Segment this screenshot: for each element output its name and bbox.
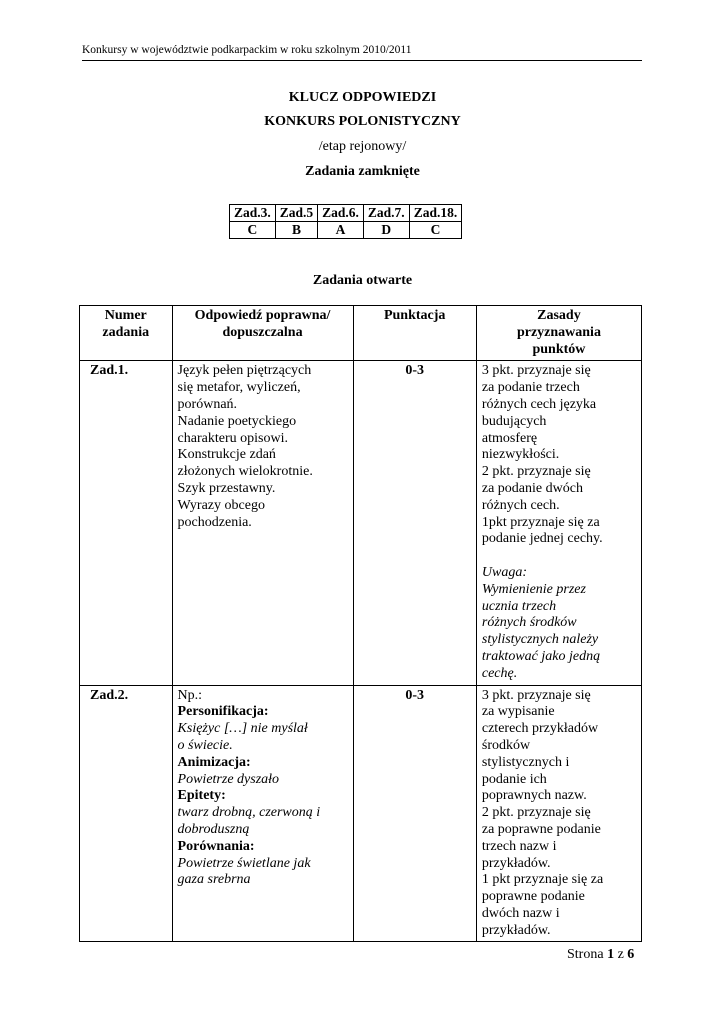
table-header-row: [80, 306, 642, 361]
header-rules: Zasady przyznawania punktów: [476, 306, 641, 361]
task-cell: Zad.5: [275, 205, 317, 222]
task-number: Zad.1.: [80, 361, 173, 685]
closed-tasks-heading: Zadania zamknięte: [305, 164, 420, 179]
closed-answers-table: [229, 204, 462, 239]
table-row: [80, 361, 642, 685]
header-task-number: Numer zadania: [80, 306, 173, 361]
contest-title: KONKURS POLONISTYCZNY: [264, 114, 461, 129]
closed-answers-row: [230, 222, 462, 239]
main-title: KLUCZ ODPOWIEDZI: [288, 90, 437, 105]
rules-cell: 3 pkt. przyznaje się za podanie trzech różnych cech języka budujących atmosferę niezwykłości. 2 pkt. przyznaje się za podanie dwóch różnych cech. 1pkt przyznaje się za podanie jednej cechy. Uwaga: Wymienienie przez ucznia trzech różnych środków stylistycznych należy traktować jako jedną cechę.: [476, 361, 641, 685]
document-header: Konkursy w województwie podkarpackim w roku szkolnym 2010/2011: [82, 44, 642, 61]
task-cell: Zad.7.: [363, 205, 409, 222]
answer-cell: B: [275, 222, 317, 239]
points-cell: 0-3: [353, 361, 476, 685]
answer-cell: D: [363, 222, 409, 239]
header-answer: Odpowiedź poprawna/ dopuszczalna: [172, 306, 353, 361]
closed-tasks-row: [230, 205, 462, 222]
table-row: [80, 685, 642, 942]
answer-cell: C: [409, 222, 462, 239]
task-number: Zad.2.: [80, 685, 173, 942]
page-number: Strona 1 z 6: [567, 947, 635, 962]
header-points: Punktacja: [353, 306, 476, 361]
answer-cell: C: [230, 222, 276, 239]
stage-label: /etap rejonowy/: [318, 139, 407, 154]
task-cell: Zad.3.: [230, 205, 276, 222]
answer-cell: Np.: Personifikacja: Księżyc […] nie myślał o świecie. Animizacja: Powietrze dyszało Epitety: twarz drobną, czerwoną i dobroduszną Porównania: Powietrze świetlane jak gaza srebrna: [172, 685, 353, 942]
task-cell: Zad.6.: [318, 205, 364, 222]
open-tasks-heading: Zadania otwarte: [312, 273, 413, 288]
answer-cell: A: [318, 222, 364, 239]
rules-cell: 3 pkt. przyznaje się za wypisanie czterech przykładów środków stylistycznych i podanie ich poprawnych nazw. 2 pkt. przyznaje się za poprawne podanie trzech nazw i przykładów. 1 pkt przyznaje się za poprawne podanie dwóch nazw i przykładów.: [476, 685, 641, 942]
open-answers-table: [79, 305, 642, 942]
points-cell: 0-3: [353, 685, 476, 942]
note-text: Uwaga:: [481, 564, 527, 580]
answer-cell: Język pełen piętrzących się metafor, wyliczeń, porównań. Nadanie poetyckiego charakteru opisowi. Konstrukcje zdań złożonych wielokrotnie. Szyk przestawny. Wyrazy obcego pochodzenia.: [172, 361, 353, 685]
task-cell: Zad.18.: [409, 205, 462, 222]
